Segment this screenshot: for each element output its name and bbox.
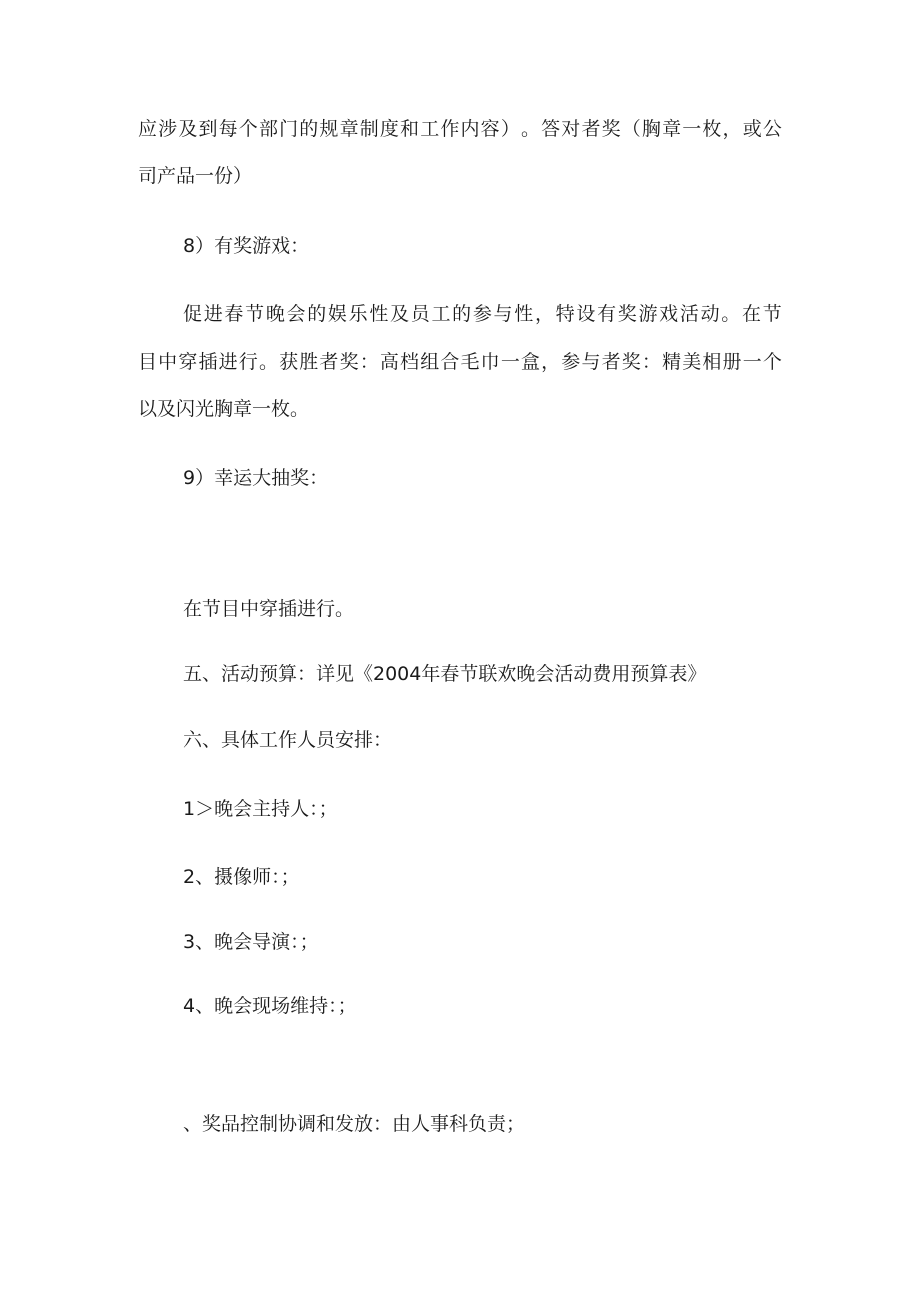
item-8-heading: 8）有奖游戏：: [183, 235, 310, 257]
paragraph-line: 在节目中穿插进行。: [183, 598, 355, 620]
staff-item: 1＞晚会主持人：；: [183, 798, 338, 820]
paragraph-line: 应 涉 及 到 每 个 部 门 的 规 章 制 度 和 工 作 内 容 ） 。 答 对 者 奖 （ 胸 章 一 枚 ， 或 公: [138, 118, 782, 140]
prize-distribution-line: 、奖品控制协调和发放：由人事科负责；: [183, 1113, 526, 1135]
section-5-budget: 五、活动预算：详见《2004年春节联欢晚会活动费用预算表》: [183, 663, 707, 685]
item-9-heading: 9）幸运大抽奖：: [183, 467, 329, 489]
paragraph-line: 以及闪光胸章一枚。: [138, 398, 310, 420]
paragraph-line: 目 中 穿 插 进 行 。 获 胜 者 奖 ： 高 档 组 合 毛 巾 一 盒 ， 参 与 者 奖 ： 精 美 相 册 一 个: [138, 351, 782, 373]
paragraph-line: 促 进 春 节 晚 会 的 娱 乐 性 及 员 工 的 参 与 性 ， 特 设 有 奖 游 戏 活 动 。 在 节: [183, 303, 782, 325]
section-6-heading: 六、具体工作人员安排：: [183, 729, 393, 751]
paragraph-line: 司产品一份）: [138, 165, 253, 187]
staff-item: 2、摄像师：；: [183, 866, 300, 888]
staff-item: 3、晚会导演：；: [183, 931, 319, 953]
staff-item: 4、晚会现场维持：；: [183, 995, 357, 1017]
